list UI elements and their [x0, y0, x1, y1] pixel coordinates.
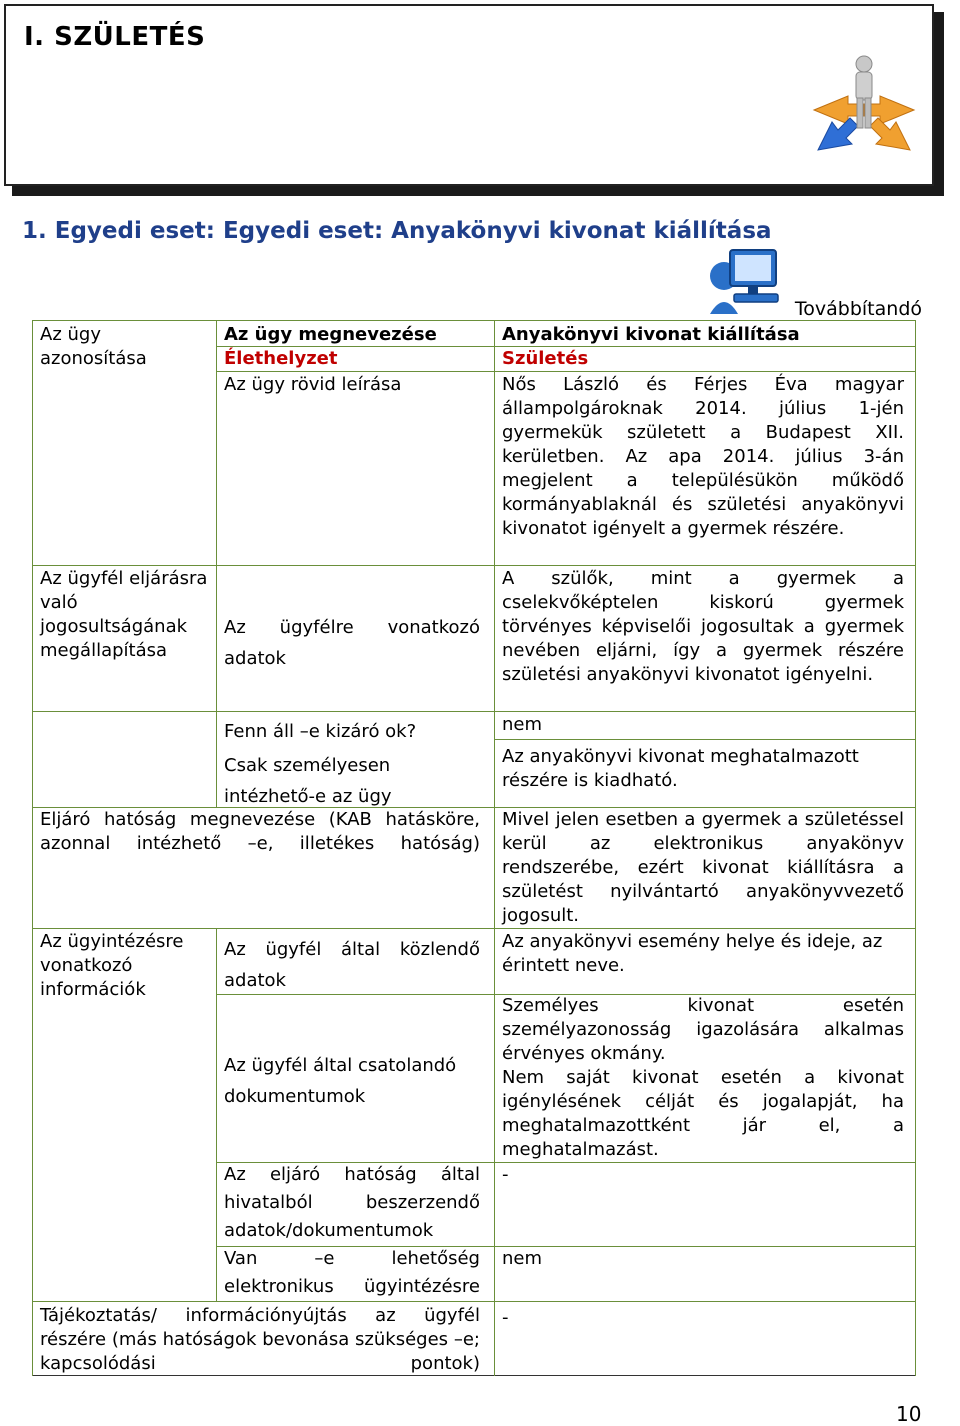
table-border	[32, 320, 33, 1376]
value-elethelyzet: Születés	[502, 348, 589, 369]
value-eljaro-hatosag: Mivel jelen esetben a gyermek a születéssel kerül az elektronikus anyakönyv rendszerébe, ezért kivonat kiállításra a születést nyilvántartó anyakönyvvezető jogosult.	[502, 809, 904, 926]
person-crossroads-arrows-icon	[804, 50, 924, 170]
value-szemelyesen: Az anyakönyvi kivonat meghatalmazott részére is kiadható.	[502, 746, 859, 791]
value-csatolando-1: Személyes kivonat esetén személyazonosság igazolására alkalmas érvényes okmány.	[502, 995, 904, 1064]
label-megnevezes: Az ügy megnevezése	[224, 324, 437, 345]
table-border	[32, 565, 916, 566]
table-border	[216, 320, 217, 808]
label-elethelyzet: Élethelyzet	[224, 348, 338, 369]
header-box	[4, 4, 934, 186]
value-csatolando-2: Nem saját kivonat esetén a kivonat igénylésének célját és jogalapját, ha meghatalmazottként jár el, a meghatalmazást.	[502, 1067, 904, 1160]
label-tajekoztatas: Tájékoztatás/ információnyújtás az ügyfél részére (más hatóságok bevonása szükséges –e; kapcsolódási pontok)	[40, 1305, 480, 1374]
value-rovid-leiras: Nős László és Férjes Éva magyar állampolgároknak 2014. július 1-jén gyermekük született a Budapest XII. kerületben. Az apa 2014. július 3-án megjelent a településükön működő kormányablaknál és születési anyakönyvi kivonatot igényelt a gyermek részére.	[502, 374, 904, 539]
header-title: I. SZÜLETÉS	[24, 22, 206, 52]
label-ugy-azonositasa: Az ügy azonosítása	[40, 324, 147, 369]
table-border	[32, 1301, 916, 1302]
table-border	[216, 371, 916, 372]
value-ugyfelre-vonatkozo: A szülők, mint a gyermek a cselekvőképtelen kiskorú gyermek törvényes képviselői jogosultak a gyermek nevében eljárni, így a gyermek részére születési anyakönyvi kivonatot igényelni.	[502, 568, 904, 685]
table-border	[494, 320, 495, 1376]
label-hivatalbol: Az eljáró hatóság által hivatalból beszerzendő adatok/dokumentumok	[224, 1164, 480, 1241]
table-border	[32, 928, 916, 929]
label-ugyintezes-info: Az ügyintézésre vonatkozó információk	[40, 931, 184, 1000]
section-title: 1. Egyedi eset: Egyedi eset: Anyakönyvi kivonat kiállítása	[22, 218, 772, 244]
label-ugyfel-jogosultsag: Az ügyfél eljárásra való jogosultságának megállapítása	[40, 568, 208, 661]
value-kozlendo: Az anyakönyvi esemény helye és ideje, az érintett neve.	[502, 931, 883, 976]
label-szemelyesen: Csak személyesen intézhető-e az ügy	[224, 755, 392, 807]
value-megnevezes: Anyakönyvi kivonat kiállítása	[502, 324, 800, 345]
label-elektronikus: Van –e lehetőség elektronikus ügyintézésre	[224, 1248, 480, 1297]
computer-user-icon	[708, 246, 784, 316]
table-border	[32, 320, 916, 321]
label-kizaro-ok: Fenn áll –e kizáró ok?	[224, 721, 417, 742]
table-border	[915, 320, 916, 1376]
value-tajekoztatas: -	[502, 1307, 509, 1328]
value-hivatalbol: -	[502, 1164, 509, 1185]
table-border	[32, 711, 916, 712]
value-elektronikus: nem	[502, 1248, 543, 1269]
label-eljaro-hatosag: Eljáró hatóság megnevezése (KAB hatásköre, azonnal intézhető –e, illetékes hatóság)	[40, 809, 480, 854]
label-rovid-leiras: Az ügy rövid leírása	[224, 374, 402, 395]
page-number: 10	[896, 1402, 922, 1426]
table-border	[494, 739, 916, 740]
label-csatolando: Az ügyfél által csatolandó dokumentumok	[224, 1055, 457, 1107]
forward-label: Továbbítandó	[794, 298, 922, 320]
label-ugyfelre-vonatkozo: Az ügyfélre vonatkozó adatok	[224, 617, 480, 669]
value-kizaro-ok: nem	[502, 714, 543, 735]
table-border	[216, 928, 217, 1302]
label-kozlendo: Az ügyfél által közlendő adatok	[224, 939, 480, 991]
